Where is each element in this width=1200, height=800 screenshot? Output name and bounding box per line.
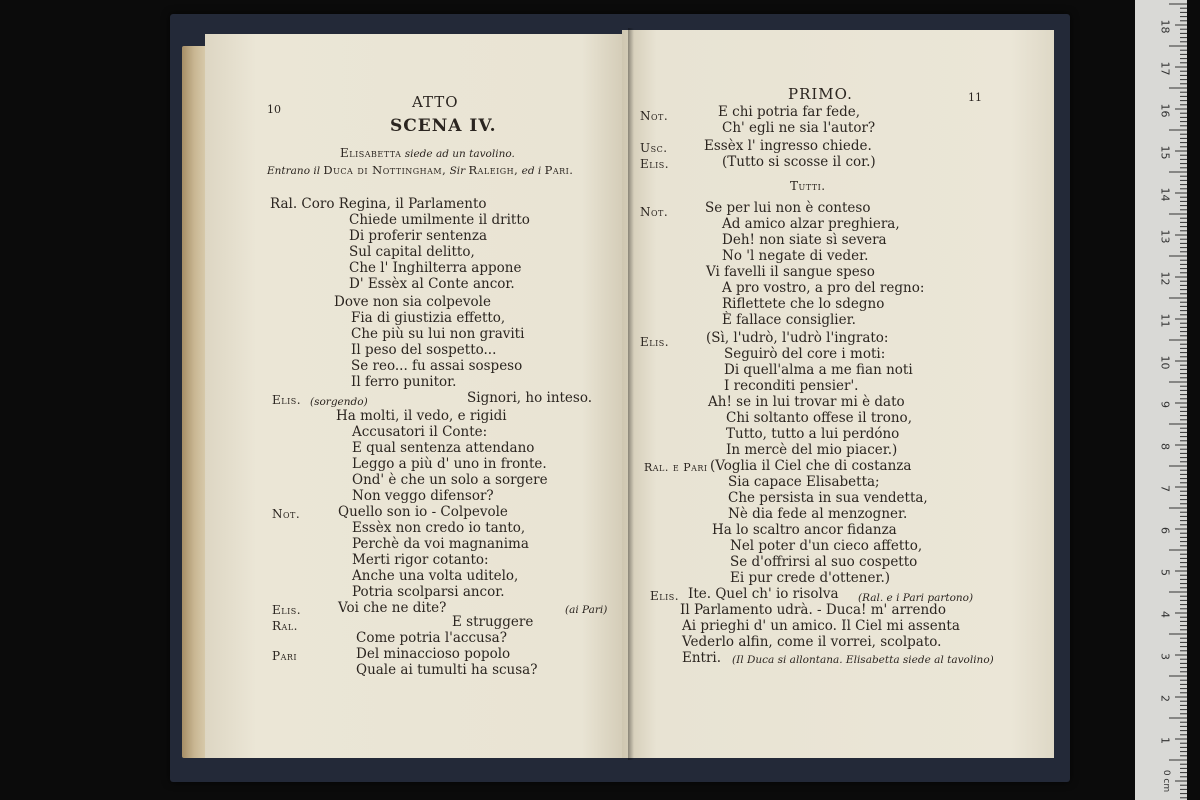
verse-line: Dove non sia colpevole bbox=[334, 294, 491, 310]
running-head-right: PRIMO. bbox=[788, 85, 853, 103]
verse-line: (Voglia il Ciel che di costanza bbox=[710, 458, 912, 474]
ruler-number: 13 bbox=[1158, 229, 1172, 244]
verse-line: Che l' Inghilterra appone bbox=[349, 260, 522, 276]
right-page-number: 11 bbox=[968, 91, 982, 104]
left-page-number: 10 bbox=[267, 103, 281, 116]
verse-line: Quello son io - Colpevole bbox=[338, 504, 508, 520]
ruler-number: 15 bbox=[1158, 145, 1172, 160]
verse-line: Ond' è che un solo a sorgere bbox=[352, 472, 548, 488]
speaker-label: Elis. bbox=[640, 335, 670, 349]
verse-line: Come potria l'accusa? bbox=[356, 630, 507, 646]
verse-line: Di proferir sentenza bbox=[349, 228, 488, 244]
direction-part: Entrano il bbox=[267, 165, 324, 177]
verse-line: E chi potria far fede, bbox=[718, 104, 861, 120]
verse-line: Voi che ne dite? bbox=[338, 600, 447, 616]
verse-line: Signori, ho inteso. bbox=[467, 390, 593, 406]
gutter-shadow bbox=[628, 28, 634, 760]
ruler-number: 16 bbox=[1158, 103, 1172, 118]
verse-line: Ai prieghi d' un amico. Il Ciel mi assenta bbox=[682, 618, 960, 634]
verse-line: Che più su lui non graviti bbox=[351, 326, 525, 342]
verse-line: Sia capace Elisabetta; bbox=[728, 474, 880, 490]
verse-line: Anche una volta uditelo, bbox=[352, 568, 519, 584]
verse-line: Il Parlamento udrà. - Duca! m' arrendo bbox=[680, 602, 946, 618]
verse-line: Nè dia fede al menzogner. bbox=[728, 506, 908, 522]
stage-direction: (ai Pari) bbox=[565, 604, 608, 616]
speaker-label: Elis. bbox=[272, 603, 302, 617]
verse-line: Non veggo difensor? bbox=[352, 488, 494, 504]
verse-line: Seguirò del core i moti: bbox=[724, 346, 886, 362]
verse-line: Ite. Quel ch' io risolva bbox=[688, 586, 839, 602]
stage-direction-2 bbox=[267, 162, 573, 179]
verse-line: È fallace consiglier. bbox=[722, 312, 856, 328]
speaker-label: Elis. bbox=[272, 393, 302, 407]
verse-line: No 'l negate di veder. bbox=[722, 248, 869, 264]
verse-line: (Sì, l'udrò, l'udrò l'ingrato: bbox=[706, 330, 889, 346]
verse-line: Sul capital delitto, bbox=[349, 244, 475, 260]
verse-line: Nel poter d'un cieco affetto, bbox=[730, 538, 923, 554]
verse-line: Del minaccioso popolo bbox=[356, 646, 511, 662]
verse-line: Riflettete che lo sdegno bbox=[722, 296, 885, 312]
stage-direction-1 bbox=[340, 145, 515, 162]
speaker-label: Elis. bbox=[640, 157, 670, 171]
verse-line: Chiede umilmente il dritto bbox=[349, 212, 530, 228]
character-name: Pari. bbox=[544, 163, 574, 177]
verse-line: Ral. Coro Regina, il Parlamento bbox=[270, 196, 487, 212]
ruler-number: 6 bbox=[1158, 527, 1172, 534]
verse-line: Perchè da voi magnanima bbox=[352, 536, 529, 552]
verse-line: Vi favelli il sangue speso bbox=[706, 264, 875, 280]
character-name: Raleigh, bbox=[468, 163, 519, 177]
character-name: Duca di Nottingham, bbox=[323, 163, 447, 177]
ruler-number: 4 bbox=[1158, 611, 1172, 618]
verse-line: Ha molti, il vedo, e rigidi bbox=[336, 408, 507, 424]
stage-direction: (Ral. e i Pari partono) bbox=[858, 592, 974, 604]
verse-line: Essèx l' ingresso chiede. bbox=[704, 138, 872, 154]
verse-line: Se per lui non è conteso bbox=[705, 200, 871, 216]
verse-line: Accusatori il Conte: bbox=[352, 424, 488, 440]
verse-line: Ch' egli ne sia l'autor? bbox=[722, 120, 876, 136]
verse-line: In mercè del mio piacer.) bbox=[726, 442, 898, 458]
ruler-number: 8 bbox=[1158, 443, 1172, 450]
speaker-label: Ral. bbox=[272, 619, 298, 633]
verse-line: Ha lo scaltro ancor fidanza bbox=[712, 522, 897, 538]
stage-direction: (sorgendo) bbox=[310, 396, 368, 408]
speaker-label: Usc. bbox=[640, 141, 668, 155]
speaker-label: Elis. bbox=[650, 589, 680, 603]
verse-line: E struggere bbox=[452, 614, 534, 630]
stage-direction: (Il Duca si allontana. Elisabetta siede al tavolino) bbox=[732, 654, 994, 666]
character-name: Elisabetta bbox=[340, 146, 402, 160]
ruler-unit-label: 0 cm bbox=[1161, 769, 1171, 793]
verse-line: Se reo... fu assai sospeso bbox=[351, 358, 523, 374]
running-head-left: ATTO bbox=[412, 93, 459, 111]
verse-line: Merti rigor cotanto: bbox=[352, 552, 489, 568]
section-label-tutti: Tutti. bbox=[790, 179, 826, 193]
verse-line: Tutto, tutto a lui perdóno bbox=[726, 426, 900, 442]
speaker-label: Not. bbox=[640, 205, 669, 219]
verse-line: E qual sentenza attendano bbox=[352, 440, 535, 456]
ruler-number: 12 bbox=[1158, 271, 1172, 286]
ruler-number: 14 bbox=[1158, 187, 1172, 202]
verse-line: Ei pur crede d'ottener.) bbox=[730, 570, 891, 586]
verse-line: Il peso del sospetto... bbox=[351, 342, 497, 358]
speaker-label: Not. bbox=[272, 507, 301, 521]
verse-line: Fia di giustizia effetto, bbox=[351, 310, 506, 326]
speaker-label: Pari bbox=[272, 649, 298, 663]
verse-line: Se d'offrirsi al suo cospetto bbox=[730, 554, 918, 570]
verse-line: I reconditi pensier'. bbox=[724, 378, 859, 394]
ruler-number: 3 bbox=[1158, 653, 1172, 660]
verse-line: Potria scolparsi ancor. bbox=[352, 584, 505, 600]
ruler-number: 17 bbox=[1158, 61, 1172, 76]
verse-line: Entri. bbox=[682, 650, 722, 666]
direction-part: ed i bbox=[518, 165, 545, 177]
verse-line: Leggo a più d' uno in fronte. bbox=[352, 456, 547, 472]
ruler-number: 7 bbox=[1158, 485, 1172, 492]
verse-line: Che persista in sua vendetta, bbox=[728, 490, 928, 506]
speaker-label: Ral. e Pari bbox=[644, 461, 708, 474]
ruler-number: 18 bbox=[1158, 19, 1172, 34]
verse-line: Ad amico alzar preghiera, bbox=[722, 216, 900, 232]
scene-title: SCENA IV. bbox=[390, 116, 497, 136]
direction-part: Sir bbox=[446, 165, 469, 177]
verse-line: Ah! se in lui trovar mi è dato bbox=[708, 394, 905, 410]
ruler-number: 2 bbox=[1158, 695, 1172, 702]
ruler-number: 1 bbox=[1158, 737, 1172, 744]
direction-text: siede ad un tavolino. bbox=[401, 148, 515, 160]
verse-line: (Tutto si scosse il cor.) bbox=[722, 154, 876, 170]
verse-line: Essèx non credo io tanto, bbox=[352, 520, 526, 536]
ruler-number: 11 bbox=[1158, 313, 1172, 328]
verse-line: A pro vostro, a pro del regno: bbox=[722, 280, 925, 296]
verse-line: Chi soltanto offese il trono, bbox=[726, 410, 912, 426]
ruler-number: 5 bbox=[1158, 569, 1172, 576]
speaker-label: Not. bbox=[640, 109, 669, 123]
measuring-ruler bbox=[1135, 0, 1187, 800]
verse-line: Vederlo alfin, come il vorrei, scolpato. bbox=[682, 634, 942, 650]
verse-line: Quale ai tumulti ha scusa? bbox=[356, 662, 538, 678]
verse-line: Di quell'alma a me fian noti bbox=[724, 362, 913, 378]
ruler-number: 10 bbox=[1158, 355, 1172, 370]
ruler-number: 9 bbox=[1158, 401, 1172, 408]
verse-line: D' Essèx al Conte ancor. bbox=[349, 276, 515, 292]
verse-line: Deh! non siate sì severa bbox=[722, 232, 887, 248]
verse-line: Il ferro punitor. bbox=[351, 374, 457, 390]
